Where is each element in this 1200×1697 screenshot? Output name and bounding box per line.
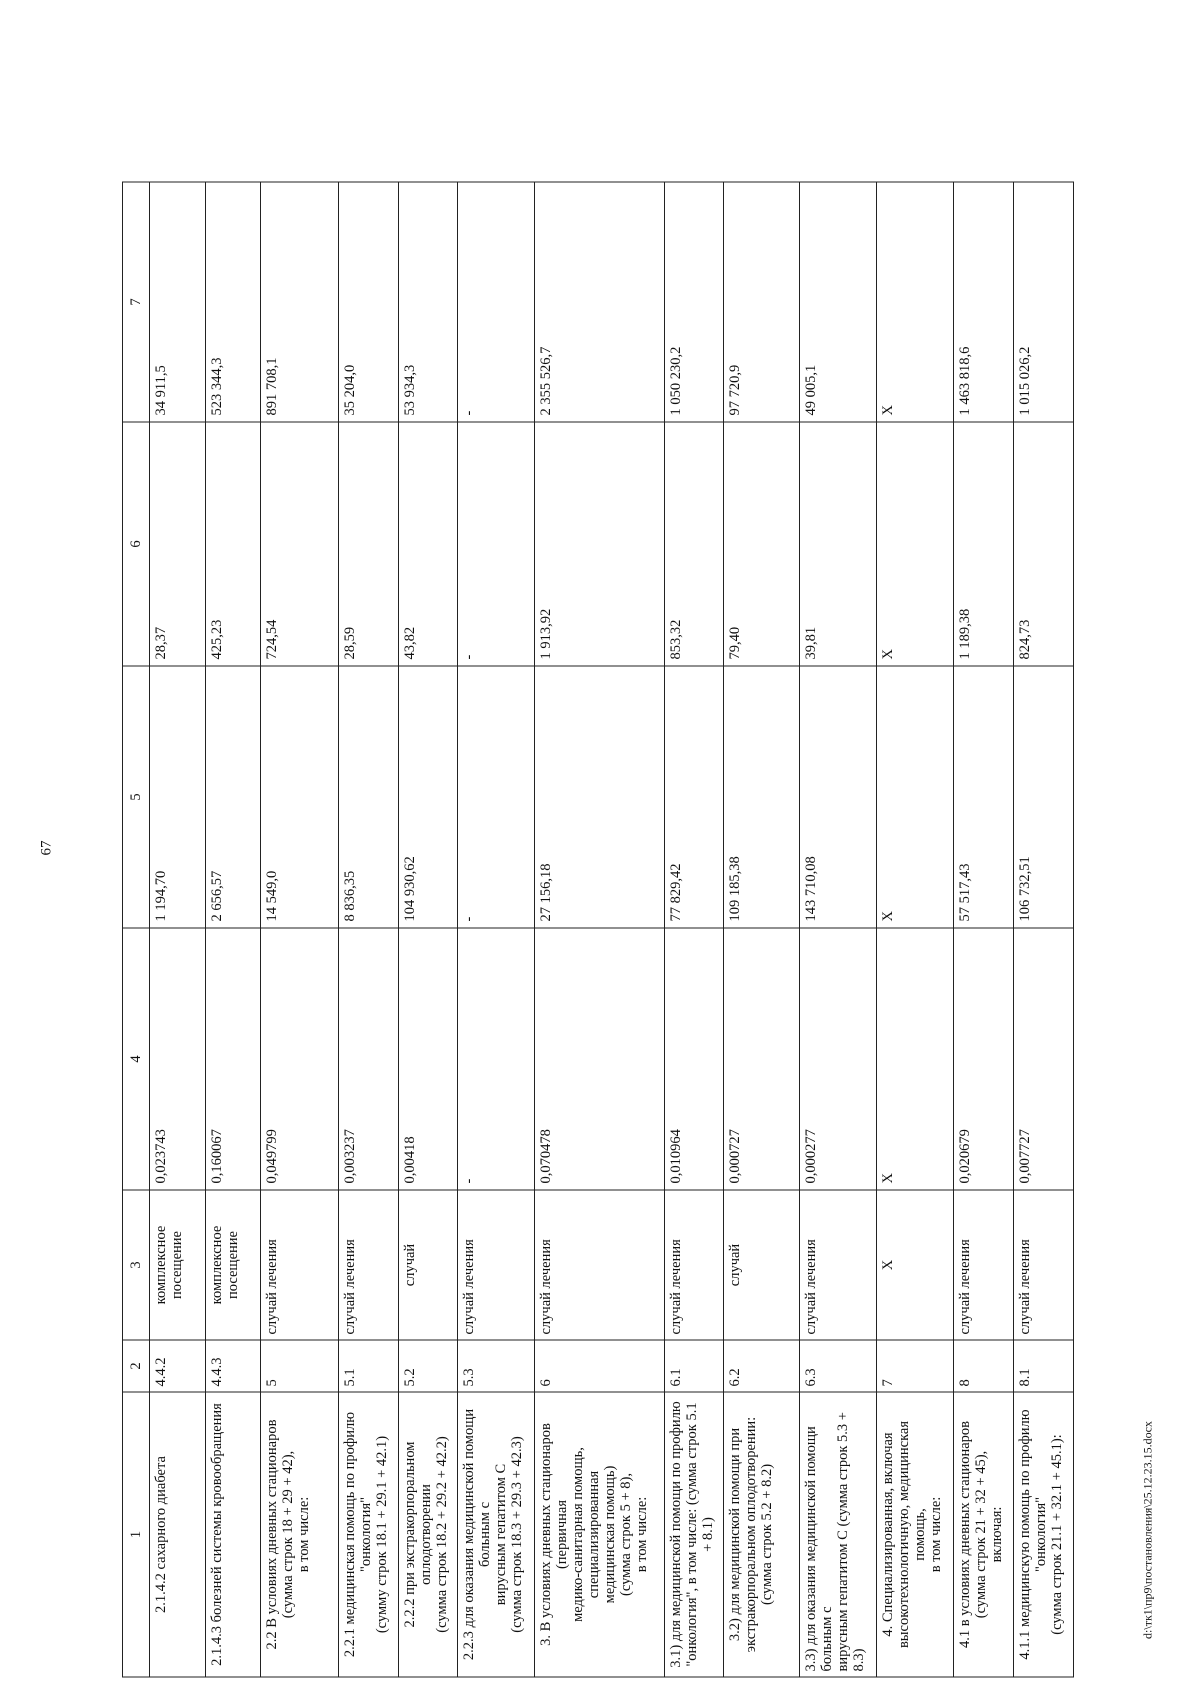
indicator-name-line: вирусным гепатитом С bbox=[493, 1463, 510, 1606]
indicator-name-line: (сумма строк 18 + 29 + 42), bbox=[279, 1450, 296, 1619]
per-capita-norm-cell: Х bbox=[877, 422, 954, 666]
unit-line: случай лечения bbox=[1017, 1239, 1034, 1335]
indicator-name-line: 2.2 В условиях дневных стационаров bbox=[263, 1419, 280, 1650]
volume-norm-cell: 0,023743 bbox=[150, 928, 206, 1190]
indicator-name-line: (сумма строк 21 + 32 + 45), bbox=[973, 1450, 990, 1619]
cost-norm-cell: 57 517,43 bbox=[954, 666, 1014, 928]
line-number-cell: 6.3 bbox=[800, 1340, 877, 1392]
per-capita-norm-cell: 43,82 bbox=[398, 422, 458, 666]
volume-norm-cell: 0,010964 bbox=[664, 928, 724, 1190]
indicator-name-line: высокотехнологичную, медицинская помощь, bbox=[896, 1420, 929, 1649]
line-number-cell: 5.2 bbox=[398, 1340, 458, 1392]
table-row bbox=[724, 182, 800, 1677]
volume-norm-cell: 0,000277 bbox=[800, 928, 877, 1190]
column-header: 1 bbox=[123, 1392, 150, 1677]
indicator-name-line: (сумма строк 18.2 + 29.2 + 42.2) bbox=[433, 1436, 450, 1633]
volume-norm-cell: 0,003237 bbox=[338, 928, 398, 1190]
footer-file-path: d:\тк1\пр9\постановления\25.12.23.15.docx bbox=[1140, 1421, 1155, 1639]
column-header: 5 bbox=[123, 666, 150, 928]
table-row bbox=[206, 182, 260, 1677]
indicator-name-cell bbox=[535, 1392, 664, 1677]
per-capita-norm-cell: 724,54 bbox=[260, 422, 338, 666]
unit-cell bbox=[206, 1190, 260, 1340]
unit-line: посещение bbox=[225, 1231, 242, 1299]
indicator-name-line: 4.1 в условиях дневных стационаров bbox=[957, 1420, 974, 1649]
cost-norm-cell: 27 156,18 bbox=[535, 666, 664, 928]
per-capita-norm-cell: 1 913,92 bbox=[535, 422, 664, 666]
table-header-row bbox=[123, 182, 150, 1677]
indicator-name-line: (сумма строк 5.2 + 8.2) bbox=[759, 1463, 776, 1606]
indicator-name-cell bbox=[150, 1392, 206, 1677]
indicator-name-line: "онкология", в том числе: (сумма строк 5.1 + 8.1) bbox=[683, 1402, 716, 1667]
per-capita-norm-cell: 824,73 bbox=[1014, 422, 1074, 666]
indicator-name-cell bbox=[954, 1392, 1014, 1677]
unit-cell bbox=[664, 1190, 724, 1340]
total-cost-cell: 49 005,1 bbox=[800, 182, 877, 422]
unit-line: случай лечения bbox=[667, 1239, 684, 1335]
cost-norm-cell: 143 710,08 bbox=[800, 666, 877, 928]
column-header: 2 bbox=[123, 1340, 150, 1392]
unit-line: посещение bbox=[169, 1231, 185, 1299]
unit-cell bbox=[398, 1190, 458, 1340]
line-number-cell: 8 bbox=[954, 1340, 1014, 1392]
unit-line: случай лечения bbox=[341, 1239, 358, 1335]
unit-cell bbox=[458, 1190, 535, 1340]
indicator-name-line: вирусным гепатитом С (сумма строк 5.3 + 8.3) bbox=[835, 1412, 868, 1672]
unit-line: случай bbox=[727, 1243, 744, 1287]
line-number-cell: 5.1 bbox=[338, 1340, 398, 1392]
cost-norm-cell: 77 829,42 bbox=[664, 666, 724, 928]
cost-norm-cell: 2 656,57 bbox=[206, 666, 260, 928]
volume-norm-cell: 0,049799 bbox=[260, 928, 338, 1190]
total-cost-cell: - bbox=[458, 182, 535, 422]
volume-norm-cell: 0,00418 bbox=[398, 928, 458, 1190]
line-number-cell: 4.4.3 bbox=[206, 1340, 260, 1392]
indicator-name-line: медико-санитарная помощь, специализированная bbox=[570, 1447, 603, 1622]
per-capita-norm-cell: 1 189,38 bbox=[954, 422, 1014, 666]
indicator-name-line: 3.3) для оказания медицинской помощи больным с bbox=[803, 1426, 836, 1672]
unit-line: случай лечения bbox=[538, 1239, 555, 1335]
table-row bbox=[260, 182, 338, 1677]
unit-cell bbox=[800, 1190, 877, 1340]
unit-line: Х bbox=[880, 1259, 897, 1271]
table-row bbox=[338, 182, 398, 1677]
table-row bbox=[954, 182, 1014, 1677]
line-number-cell: 4.4.2 bbox=[150, 1340, 206, 1392]
per-capita-norm-cell: 28,59 bbox=[338, 422, 398, 666]
total-cost-cell: 34 911,5 bbox=[150, 182, 206, 422]
total-cost-cell: 53 934,3 bbox=[398, 182, 458, 422]
indicator-name-line: медицинская помощь) bbox=[602, 1465, 619, 1604]
page-number: 67 bbox=[38, 840, 55, 856]
indicator-name-line: 4. Специализированная, включая bbox=[880, 1432, 897, 1637]
total-cost-cell: 35 204,0 bbox=[338, 182, 398, 422]
indicator-name-line: в том числе: bbox=[634, 1496, 651, 1573]
line-number-cell: 5.3 bbox=[458, 1340, 535, 1392]
total-cost-cell: 1 050 230,2 bbox=[664, 182, 724, 422]
indicator-name-line: (сумма строк 18.3 + 29.3 + 42.3) bbox=[509, 1436, 526, 1633]
indicator-name-cell bbox=[877, 1392, 954, 1677]
table-row bbox=[800, 182, 877, 1677]
volume-norm-cell: 0,070478 bbox=[535, 928, 664, 1190]
unit-line: комплексное bbox=[153, 1225, 169, 1305]
line-number-cell: 8.1 bbox=[1014, 1340, 1074, 1392]
per-capita-norm-cell: 39,81 bbox=[800, 422, 877, 666]
cost-norm-cell: Х bbox=[877, 666, 954, 928]
indicator-name-cell bbox=[458, 1392, 535, 1677]
unit-cell bbox=[260, 1190, 338, 1340]
table-row bbox=[535, 182, 664, 1677]
total-cost-cell: 1 463 818,6 bbox=[954, 182, 1014, 422]
unit-cell bbox=[535, 1190, 664, 1340]
total-cost-cell: 1 015 026,2 bbox=[1014, 182, 1074, 422]
indicator-name-line: 2.2.2 при экстракорпоральном оплодотворении bbox=[401, 1441, 434, 1628]
table-row bbox=[877, 182, 954, 1677]
indicator-name-line: 2.1.4.3 болезней системы кровообращения bbox=[209, 1403, 226, 1666]
line-number-cell: 6.2 bbox=[724, 1340, 800, 1392]
indicator-name-line: 2.1.4.2 сахарного диабета bbox=[153, 1456, 169, 1613]
per-capita-norm-cell: 853,32 bbox=[664, 422, 724, 666]
indicator-name-cell bbox=[800, 1392, 877, 1677]
unit-line: случай лечения bbox=[461, 1239, 478, 1335]
indicator-name-cell bbox=[664, 1392, 724, 1677]
column-header: 6 bbox=[123, 422, 150, 666]
unit-cell bbox=[877, 1190, 954, 1340]
indicator-name-line: (сумма строк 5 + 8), bbox=[618, 1473, 635, 1596]
indicator-name-line: 3.2) для медицинской помощи при bbox=[727, 1427, 744, 1642]
table-body bbox=[150, 182, 1074, 1677]
volume-norm-cell: 0,000727 bbox=[724, 928, 800, 1190]
table-row bbox=[664, 182, 724, 1677]
per-capita-norm-cell: 79,40 bbox=[724, 422, 800, 666]
indicator-name-line: включая: bbox=[989, 1506, 1006, 1563]
unit-line: случай лечения bbox=[263, 1239, 280, 1335]
table-row bbox=[150, 182, 206, 1677]
cost-norm-cell: - bbox=[458, 666, 535, 928]
indicator-name-cell bbox=[398, 1392, 458, 1677]
line-number-cell: 6.1 bbox=[664, 1340, 724, 1392]
cost-norm-cell: 109 185,38 bbox=[724, 666, 800, 928]
indicator-name-line: в том числе: bbox=[295, 1496, 312, 1573]
indicator-name-cell bbox=[206, 1392, 260, 1677]
unit-cell bbox=[954, 1190, 1014, 1340]
table-row bbox=[398, 182, 458, 1677]
total-cost-cell: 97 720,9 bbox=[724, 182, 800, 422]
indicator-name-line: 3. В условиях дневных стационаров (первичная bbox=[538, 1423, 571, 1646]
cost-norm-cell: 8 836,35 bbox=[338, 666, 398, 928]
volume-norm-cell: 0,007727 bbox=[1014, 928, 1074, 1190]
indicator-name-cell bbox=[724, 1392, 800, 1677]
unit-line: случай bbox=[401, 1243, 418, 1287]
indicator-name-line: 3.1) для медицинской помощи по профилю bbox=[667, 1401, 684, 1668]
table-row bbox=[1014, 182, 1074, 1677]
unit-cell bbox=[338, 1190, 398, 1340]
unit-cell bbox=[150, 1190, 206, 1340]
line-number-cell: 7 bbox=[877, 1340, 954, 1392]
per-capita-norm-cell: - bbox=[458, 422, 535, 666]
tariff-table bbox=[122, 182, 1074, 1678]
unit-cell bbox=[724, 1190, 800, 1340]
column-header: 7 bbox=[123, 182, 150, 422]
volume-norm-cell: Х bbox=[877, 928, 954, 1190]
per-capita-norm-cell: 28,37 bbox=[150, 422, 206, 666]
indicator-name-line: (сумму строк 18.1 + 29.1 + 42.1) bbox=[373, 1435, 390, 1634]
total-cost-cell: 2 355 526,7 bbox=[535, 182, 664, 422]
volume-norm-cell: 0,020679 bbox=[954, 928, 1014, 1190]
indicator-name-line: 4.1.1 медицинскую помощь по профилю "онкология" bbox=[1017, 1409, 1050, 1660]
volume-norm-cell: 0,160067 bbox=[206, 928, 260, 1190]
column-header: 4 bbox=[123, 928, 150, 1190]
unit-line: случай лечения bbox=[803, 1239, 820, 1335]
line-number-cell: 6 bbox=[535, 1340, 664, 1392]
unit-line: комплексное bbox=[209, 1225, 226, 1305]
total-cost-cell: Х bbox=[877, 182, 954, 422]
indicator-name-line: 2.2.3 для оказания медицинской помощи больным с bbox=[461, 1408, 494, 1661]
indicator-name-line: экстракорпоральном оплодотворении: bbox=[743, 1416, 760, 1653]
cost-norm-cell: 14 549,0 bbox=[260, 666, 338, 928]
indicator-name-line: 2.2.1 медицинская помощь по профилю "онкология" bbox=[341, 1411, 374, 1658]
unit-line: случай лечения bbox=[957, 1239, 974, 1335]
indicator-name-cell bbox=[1014, 1392, 1074, 1677]
table-row bbox=[458, 182, 535, 1677]
indicator-name-cell bbox=[338, 1392, 398, 1677]
volume-norm-cell: - bbox=[458, 928, 535, 1190]
cost-norm-cell: 106 732,51 bbox=[1014, 666, 1074, 928]
indicator-name-line: в том числе: bbox=[928, 1496, 945, 1573]
total-cost-cell: 891 708,1 bbox=[260, 182, 338, 422]
unit-cell bbox=[1014, 1190, 1074, 1340]
column-header: 3 bbox=[123, 1190, 150, 1340]
indicator-name-cell bbox=[260, 1392, 338, 1677]
cost-norm-cell: 1 194,70 bbox=[150, 666, 206, 928]
indicator-name-line: (сумма строк 21.1 + 32.1 + 45.1): bbox=[1049, 1434, 1066, 1635]
per-capita-norm-cell: 425,23 bbox=[206, 422, 260, 666]
cost-norm-cell: 104 930,62 bbox=[398, 666, 458, 928]
line-number-cell: 5 bbox=[260, 1340, 338, 1392]
tariff-table-container bbox=[122, 183, 1074, 1678]
total-cost-cell: 523 344,3 bbox=[206, 182, 260, 422]
